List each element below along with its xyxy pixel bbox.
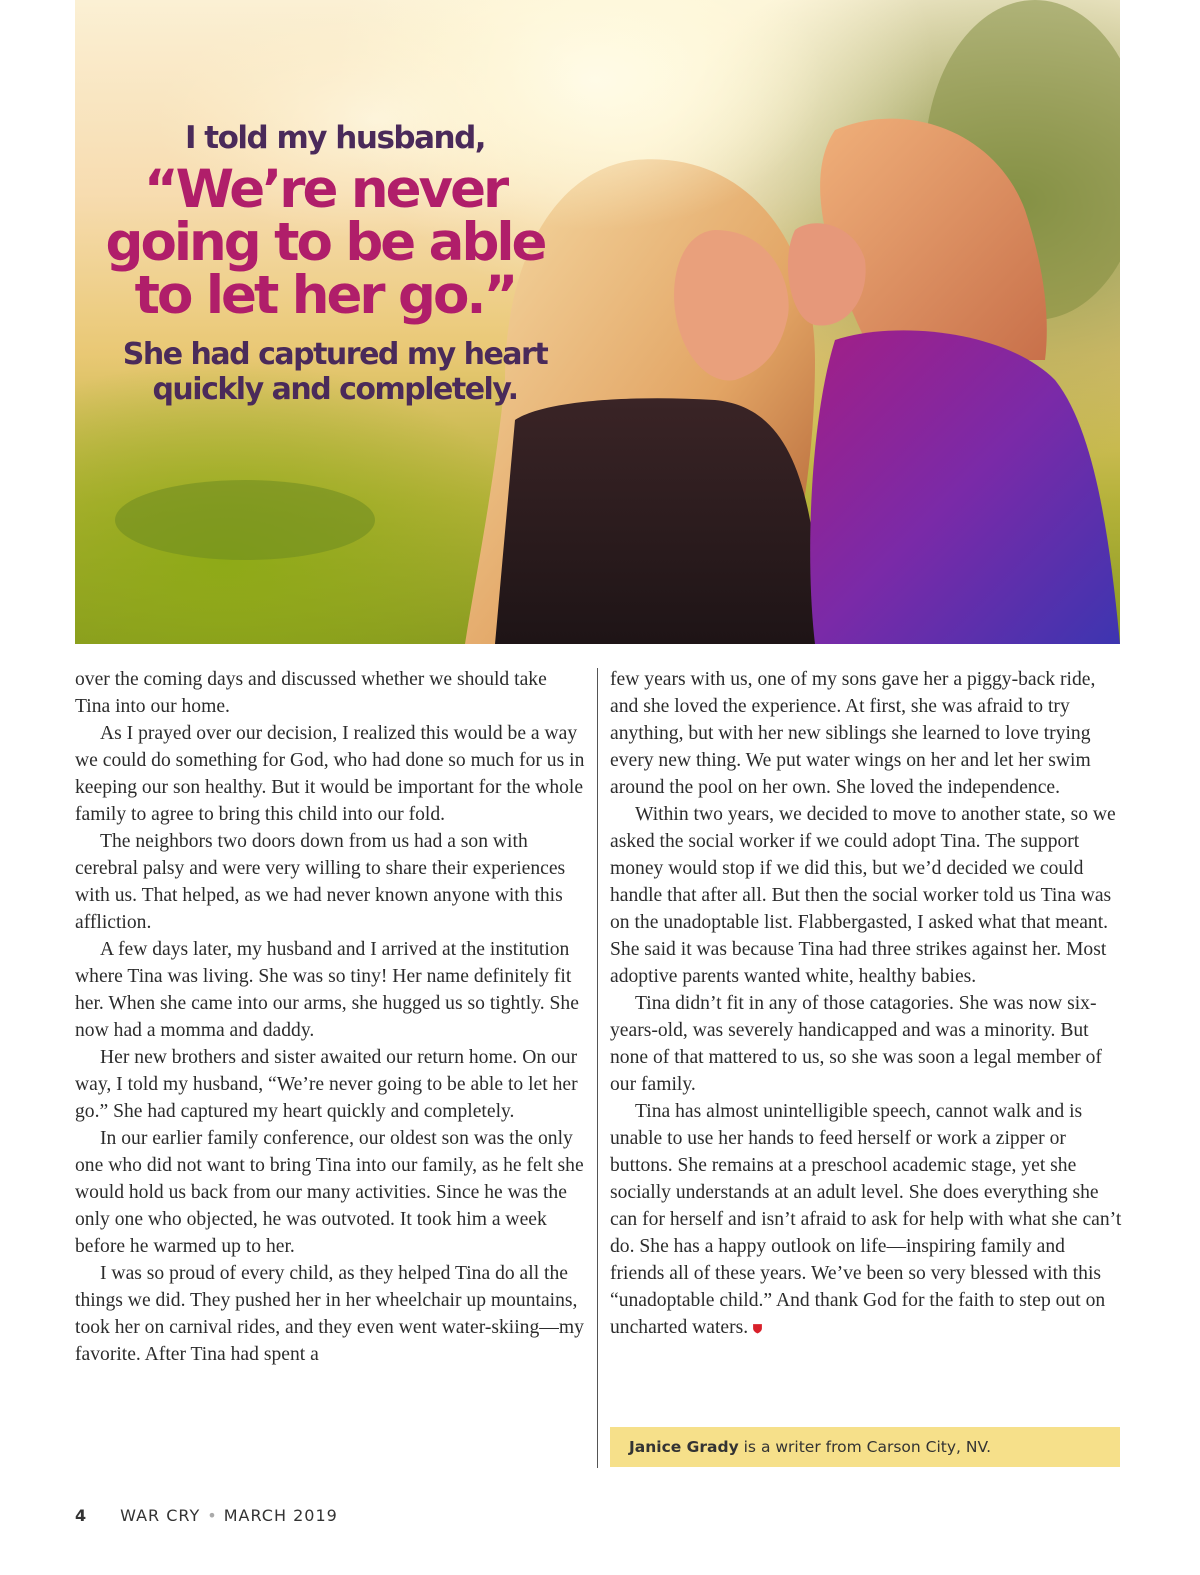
footer-separator: • — [207, 1506, 217, 1525]
paragraph-final — [610, 1098, 1122, 1341]
pull-quote — [75, 120, 575, 407]
author-bio — [610, 1427, 1120, 1467]
paragraph: As I prayed over our decision, I realized this would be a way we could do something for God, who had done so much for us in keeping our son healthy. But it would be important for the whole family to agree to bring this child into our fold. — [75, 723, 585, 825]
pull-quote-intro: I told my husband, — [184, 120, 486, 156]
paragraph: The neighbors two doors down from us had a son with cerebral palsy and were very willing to share their experiences with us. That helped, as we had never known anyone with this affliction. — [75, 831, 566, 933]
paragraph: A few days later, my husband and I arrived at the institution where Tina was living. She was so tiny! Her name definitely fit her. When she came into our arms, she hugged us so tightly. She now had a momma and daddy. — [75, 939, 579, 1041]
pull-quote-sub: She had captured my heart quickly and completely. — [122, 337, 548, 407]
paragraph: I was so proud of every child, as they helped Tina do all the things we did. They pushed her in her wheelchair up mountains, took her on carnival rides, and they even went water-skiing—my favorite. After Tina had spent a — [75, 1263, 584, 1365]
article-column-right — [610, 666, 1122, 1341]
author-name: Janice Grady — [629, 1438, 739, 1456]
page-footer — [75, 1506, 338, 1525]
pull-quote-main: “We’re never going to be able to let her go.” — [105, 159, 545, 327]
paragraph: Her new brothers and sister awaited our return home. On our way, I told my husband, “We’re never going to be able to let her go.” She had captured my heart quickly and completely. — [75, 1047, 578, 1122]
hero-photo — [75, 0, 1120, 644]
paragraph: Within two years, we decided to move to another state, so we asked the social worker if we could adopt Tina. The support money would stop if we did this, but we’d decided we could handle that after all. But then the social worker told us Tina was on the unadoptable list. Flabbergasted, I asked what that meant. She said it was because Tina had three strikes against her. Most adoptive parents wanted white, healthy babies. — [610, 804, 1116, 987]
paragraph: Tina didn’t fit in any of those catagories. She was now six-years-old, was severely handicapped and was a minority. But none of that mattered to us, so she was soon a legal member of our family. — [610, 993, 1102, 1095]
article-column-left — [75, 666, 585, 1368]
child-coat — [810, 330, 1120, 644]
paragraph-final-text: Tina has almost unintelligible speech, cannot walk and is unable to use her hands to feed herself or work a zipper or buttons. She remains at a preschool academic stage, yet she socially understands at an adult level. She does everything she can for herself and isn’t afraid to ask for help with what she can’t do. She has a happy outlook on life—inspiring family and friends all of these years. We’ve been so very blessed with this “unadoptable child.” And thank God for the faith to step out on uncharted waters. — [610, 1101, 1122, 1338]
paragraph: over the coming days and discussed whether we should take Tina into our home. — [75, 669, 547, 717]
author-bio-text: is a writer from Carson City, NV. — [738, 1438, 991, 1456]
paragraph: In our earlier family conference, our oldest son was the only one who did not want to bring Tina into our family, as he felt she would hold us back from our many activities. Since he was the only one who objected, he was outvoted. It took him a week before he warmed up to her. — [75, 1128, 584, 1257]
page-number: 4 — [75, 1506, 87, 1525]
column-divider — [597, 668, 598, 1468]
red-shield-end-mark-icon — [752, 1323, 763, 1334]
publication-name: WAR CRY — [120, 1506, 201, 1525]
grass-shadow — [115, 480, 375, 560]
issue-date: MARCH 2019 — [223, 1506, 338, 1525]
paragraph: few years with us, one of my sons gave her a piggy-back ride, and she loved the experience. At first, she was afraid to try anything, but with her new siblings she learned to love trying every new thing. We put water wings on her and let her swim around the pool on her own. She loved the independence. — [610, 669, 1096, 798]
